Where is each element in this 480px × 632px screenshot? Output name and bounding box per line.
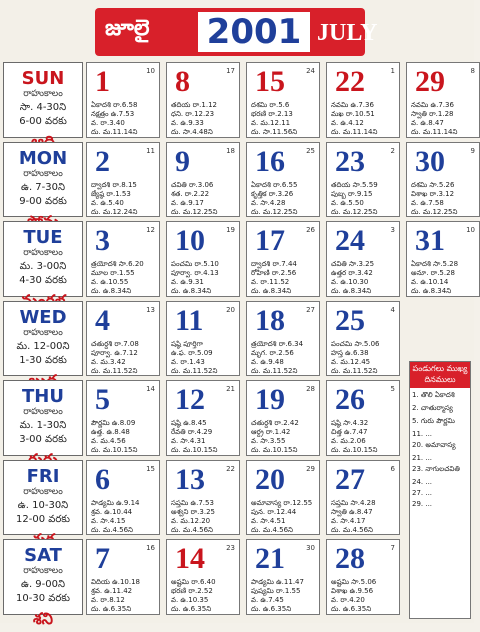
lunar-date: 23: [226, 544, 235, 552]
panchang-line: దు. మ.12.25ని: [331, 207, 378, 216]
date-number: 5: [95, 383, 110, 416]
panchang-line: దు. మ.4.56ని: [251, 525, 293, 534]
panchang-line: అష్టమి సా.5.06: [331, 578, 377, 586]
date-number: 18: [255, 303, 285, 337]
panchang-line: దు. మ.11.14ని: [411, 128, 458, 136]
date-cell-18: [246, 301, 320, 377]
lunar-date: 21: [226, 385, 235, 393]
panchang-line: పున. రా.12.44: [251, 507, 297, 516]
rahu-time-end: 1-30 వరకు: [19, 354, 67, 366]
date-cell-1: [86, 62, 160, 138]
date-cell-8: [166, 62, 240, 138]
panchang-line: షష్ఠి పూర్తిగా: [171, 339, 203, 348]
date-number: 31: [415, 224, 445, 257]
date-number: 15: [255, 65, 285, 98]
panchang-line: దు. ఉ.6.35ని: [171, 605, 212, 613]
panchang-line: వ. రా.1.43: [171, 357, 205, 366]
panchang-line: దు. సా.4.48ని: [171, 128, 213, 136]
panchang-line: దు. మ.11.52ని: [171, 366, 218, 375]
panchang-line: దు. మ.12.24ని: [91, 207, 138, 216]
panchang-line: వ. ఉ.10.14: [411, 278, 449, 286]
lunar-date: 28: [306, 385, 315, 393]
date-number: 9: [175, 144, 190, 178]
lunar-date: 10: [466, 226, 475, 234]
festival-list: [410, 391, 470, 508]
panchang-line: వ. ఉ.9.48: [251, 357, 284, 366]
date-number: 7: [95, 542, 110, 575]
lunar-date: 3: [390, 226, 395, 234]
lunar-date: 27: [306, 305, 315, 314]
day-name: MON: [18, 147, 68, 169]
panchang-line: దు. సా.11.56ని: [251, 128, 298, 136]
lunar-date: 29: [306, 464, 315, 473]
panchang-line: వ. ఉ.7.58: [411, 198, 444, 207]
panchang-line: దశమి రా.5.6: [251, 101, 290, 109]
panchang-line: మఖ రా.10.51: [331, 110, 375, 118]
day-telugu: శని: [32, 609, 54, 628]
festival-item: 2. చాతుర్మాస్య: [412, 404, 453, 412]
date-cell-3: [86, 221, 160, 297]
date-cell-24: [326, 221, 400, 297]
panchang-line: ఏకాదశి సా.5.28: [411, 260, 459, 268]
panchang-line: దు. మ.10.15ని: [91, 446, 138, 454]
lunar-date: 26: [306, 226, 315, 234]
panchang-line: హస్త ఉ.6.38: [331, 348, 369, 357]
date-cell-29: [406, 62, 480, 138]
panchang-line: మూల రా.1.55: [91, 269, 135, 277]
date-number: 13: [175, 462, 205, 496]
panchang-line: స్వాతి రా.1.28: [411, 110, 454, 118]
panchang-line: భరణి రా.2.52: [171, 587, 213, 595]
panchang-line: దు. ఉ.8.34ని: [411, 287, 452, 295]
panchang-line: దు. మ.12.25ని: [251, 207, 298, 216]
panchang-line: సప్తమి సా.4.28: [331, 498, 376, 507]
panchang-line: పంచమి రా.5.10: [171, 260, 219, 268]
day-box-wed: [3, 301, 83, 377]
panchang-line: ధని. రా.12.23: [171, 110, 215, 118]
date-number: 21: [255, 542, 285, 575]
date-number: 12: [175, 383, 205, 416]
rahu-time-start: ఉ. 10-30ని: [17, 499, 69, 511]
panchang-line: ద్వాదశి రా.7.44: [251, 260, 297, 268]
year: 2001: [198, 12, 310, 52]
date-cell-10: [166, 221, 240, 297]
panchang-line: వ. ఉ.4.12: [331, 119, 364, 127]
lunar-date: 30: [306, 544, 315, 552]
lunar-date: 4: [390, 305, 395, 314]
panchang-line: వ. ఉ.10.35: [171, 596, 209, 604]
panchang-line: పౌర్ణమి ఉ.8.09: [91, 419, 136, 427]
panchang-line: మృగ. రా.2.56: [251, 348, 294, 357]
panchang-line: నవమి ఉ.7.36: [411, 101, 454, 109]
rahu-label: రాహుకాలం: [23, 248, 63, 258]
lunar-date: 11: [146, 146, 155, 155]
day-box-mon: [3, 142, 83, 218]
lunar-date: 25: [306, 146, 315, 155]
panchang-line: దు. మ.4.56ని: [91, 525, 133, 534]
rahu-time-end: 10-30 వరకు: [16, 593, 70, 604]
rahu-time-end: 3-00 వరకు: [19, 434, 67, 445]
panchang-line: వ. మ.12.20: [171, 516, 211, 525]
rahu-label: రాహుకాలం: [23, 168, 63, 179]
date-cell-6: [86, 460, 160, 536]
telugu-month: జూలై: [105, 16, 150, 41]
date-cell-5: [86, 380, 160, 456]
lunar-date: 16: [146, 544, 155, 552]
date-cell-19: [246, 380, 320, 456]
date-number: 26: [335, 383, 365, 416]
rahu-label: రాహుకాలం: [23, 327, 63, 338]
rahu-time-start: ఉ. 9-00ని: [20, 579, 66, 590]
festival-item: 23. నాగులచవితి: [412, 465, 460, 473]
panchang-line: దు. ఉ.8.34ని: [331, 287, 372, 295]
rahu-label: రాహుకాలం: [23, 407, 63, 417]
lunar-date: 19: [226, 226, 235, 234]
panchang-line: విశాఖ రా.3.12: [411, 189, 455, 198]
panchang-line: వ. ఉ.8.47: [411, 119, 444, 127]
lunar-date: 2: [390, 146, 395, 155]
panchang-line: దు. మ.10.15ని: [251, 446, 298, 454]
date-number: 4: [95, 303, 110, 337]
festival-header: పండుగలు ముఖ్య దినములు: [410, 362, 470, 388]
rahu-time-start: మ. 3-00ని: [19, 261, 67, 272]
festival-item: 11. ...: [412, 430, 433, 438]
panchang-line: పుష్యమి రా.1.55: [251, 587, 301, 595]
panchang-line: వ. ఉ.9.33: [171, 119, 204, 127]
panchang-line: దు. ఉ.6.35ని: [331, 605, 372, 613]
panchang-line: ఉ.ఫ. రా.5.09: [171, 348, 213, 357]
date-cell-14: [166, 539, 240, 615]
date-cell-12: [166, 380, 240, 456]
panchang-line: పుబ్బ రా.9.15: [331, 189, 373, 198]
date-number: 10: [175, 224, 205, 257]
panchang-line: దు. మ.10.15ని: [331, 446, 378, 454]
panchang-line: పూర్వా. రా.4.13: [171, 269, 219, 277]
panchang-line: ఉత్తర రా.3.42: [331, 269, 373, 277]
panchang-line: చవితి రా.3.06: [171, 180, 214, 189]
festival-item: 29. ...: [412, 500, 433, 508]
panchang-line: వ. రా.11.52: [251, 278, 290, 286]
date-number: 6: [95, 462, 110, 496]
date-number: 29: [415, 65, 445, 98]
panchang-line: దు. మ.11.14ని: [91, 128, 138, 136]
panchang-line: పూర్వా. ఉ.7.12: [91, 348, 138, 357]
panchang-line: అశ్వని రా.3.25: [171, 507, 215, 516]
festival-item: 21. ...: [412, 454, 433, 462]
panchang-line: దు. మ.11.14ని: [331, 128, 378, 136]
lunar-date: 20: [226, 305, 235, 314]
date-number: 8: [175, 65, 190, 98]
panchang-line: శ్రవ. ఉ.10.44: [91, 507, 133, 516]
date-cell-7: [86, 539, 160, 615]
panchang-line: వ. ఉ.9.17: [171, 198, 204, 207]
panchang-line: ఉత్త. ఉ.8.48: [91, 428, 130, 436]
lunar-date: 5: [390, 385, 395, 393]
date-cell-25: [326, 301, 400, 377]
panchang-line: వ. సా.3.55: [251, 437, 286, 445]
panchang-line: భరణి రా.2.13: [251, 110, 293, 118]
festival-item: 27. ...: [412, 489, 433, 497]
panchang-line: జ్యేష్ఠ రా.1.53: [91, 189, 131, 198]
lunar-date: 1: [390, 67, 395, 75]
date-number: 30: [415, 144, 445, 178]
date-cell-16: [246, 142, 320, 218]
date-number: 20: [255, 462, 285, 496]
date-number: 24: [335, 224, 365, 257]
panchang-line: అమావాస్య రా.12.55: [251, 498, 313, 507]
rahu-label: రాహుకాలం: [23, 566, 63, 576]
panchang-line: దు. మ.4.56ని: [171, 525, 213, 534]
panchang-line: దు. ఉ.8.34ని: [251, 287, 292, 295]
panchang-line: రేవతి రా.4.29: [171, 428, 213, 436]
panchang-line: వ. ఉ.7.45: [251, 596, 284, 604]
date-cell-13: [166, 460, 240, 536]
date-cell-4: [86, 301, 160, 377]
panchang-line: దు. మ.12.25ని: [411, 207, 458, 216]
panchang-line: దశమి సా.5.26: [411, 180, 455, 189]
panchang-line: చవితి సా.3.25: [331, 260, 375, 268]
day-box-sat: [3, 539, 83, 628]
date-number: 3: [95, 224, 110, 257]
lunar-date: 12: [146, 226, 155, 234]
panchang-line: నవమి ఉ.7.36: [331, 101, 374, 109]
panchang-line: విశాఖ ఉ.9.56: [331, 587, 374, 595]
panchang-line: చిత్త ఉ.7.47: [331, 428, 368, 436]
panchang-line: కృత్తిక రా.3.26: [251, 189, 294, 198]
date-number: 25: [335, 303, 365, 337]
english-month: JULY: [317, 20, 378, 46]
festival-item: 24. ...: [412, 478, 433, 486]
date-number: 11: [175, 303, 204, 337]
day-name: SAT: [24, 545, 62, 566]
rahu-time-end: 9-00 వరకు: [19, 195, 67, 207]
day-box-thu: [3, 380, 83, 456]
panchang-line: వ. ఉ.10.55: [91, 278, 129, 286]
rahu-time-start: మ. 12-00ని: [16, 340, 70, 352]
calendar-header: [95, 8, 378, 56]
date-cell-26: [326, 380, 400, 456]
date-cell-28: [326, 539, 400, 615]
lunar-date: 9: [470, 146, 475, 155]
day-box-sun: [3, 62, 83, 138]
panchang-line: సప్తమి ఉ.7.53: [171, 498, 214, 507]
panchang-line: వ. మ.4.56: [91, 437, 126, 445]
lunar-date: 10: [146, 67, 155, 75]
panchang-line: తదియ రా.1.12: [171, 101, 217, 109]
date-cell-9: [166, 142, 240, 218]
panchang-line: దు. ఉ.6.35ని: [251, 605, 292, 613]
date-number: 28: [335, 542, 365, 575]
panchang-line: స్వాతి ఉ.8.47: [331, 507, 373, 516]
panchang-line: దు. మ.12.25ని: [171, 207, 218, 216]
panchang-line: త్రయోదశి సా.6.20: [91, 260, 144, 268]
panchang-line: చతుర్దశి రా.2.42: [251, 419, 299, 427]
lunar-date: 17: [226, 67, 235, 75]
date-cell-17: [246, 221, 320, 297]
day-name: SUN: [21, 68, 65, 89]
panchang-line: చతుర్దశి రా.7.08: [91, 339, 139, 348]
lunar-date: 18: [226, 146, 235, 155]
rahu-label: రాహుకాలం: [23, 89, 63, 99]
panchang-line: వ. రా.8.12: [91, 596, 125, 604]
panchang-line: వ. సా.4.15: [91, 516, 126, 525]
panchang-line: పాడ్యమి ఉ.9.14: [91, 498, 140, 507]
panchang-line: దు. ఉ.8.34ని: [91, 287, 132, 295]
panchang-line: పాడ్యమి ఉ.11.47: [251, 578, 304, 586]
day-name: TUE: [23, 227, 63, 248]
panchang-line: షష్ఠి సా.4.32: [331, 419, 369, 427]
panchang-line: దు. మ.10.15ని: [171, 446, 218, 454]
date-number: 23: [335, 144, 365, 178]
date-cell-27: [326, 460, 400, 536]
festival-item: 5. గురు పౌర్ణమి: [412, 417, 455, 425]
panchang-line: త్రయోదశి రా.6.34: [251, 339, 304, 348]
panchang-line: దు. మ.11.52ని: [251, 366, 298, 375]
panchang-line: వ. రా.4.20: [331, 596, 365, 604]
lunar-date: 7: [390, 544, 395, 552]
day-name: THU: [22, 386, 64, 407]
panchang-line: వ. మ.12.11: [251, 119, 291, 127]
date-cell-20: [246, 460, 320, 536]
panchang-line: దు. ఉ.8.34ని: [171, 287, 212, 295]
date-number: 22: [335, 65, 365, 98]
date-number: 1: [95, 65, 110, 98]
panchang-line: వ. మ.2.06: [331, 437, 366, 445]
festival-panel: [409, 361, 471, 619]
date-number: 19: [255, 383, 285, 416]
date-cell-23: [326, 142, 400, 218]
date-number: 27: [335, 462, 365, 496]
panchang-line: రోహిణి రా.2.56: [251, 269, 297, 277]
panchang-line: అష్టమి రా.6.40: [171, 578, 216, 586]
rahu-time-start: ఉ. 7-30ని: [20, 181, 66, 193]
panchang-line: ఏకాదశి రా.6.55: [251, 180, 298, 189]
panchang-line: వ. సా.4.31: [171, 437, 206, 445]
day-box-fri: [3, 460, 83, 536]
date-cell-2: [86, 142, 160, 218]
panchang-line: శత. రా.2.22: [171, 189, 210, 198]
panchang-line: విదియ ఉ.10.18: [91, 578, 140, 586]
day-name: FRI: [26, 465, 60, 487]
lunar-date: 13: [146, 305, 155, 314]
panchang-line: నక్షత్రం ఉ.7.53: [91, 110, 135, 118]
festival-item: 20. అమావాస్య: [412, 441, 456, 449]
panchang-line: ఆర్ద్ర రా.1.42: [251, 428, 291, 436]
panchang-line: వ. సా.4.28: [251, 198, 286, 207]
panchang-line: వ. సా.4.17: [331, 516, 366, 525]
panchang-line: వ. రా.3.40: [91, 119, 125, 127]
date-number: 16: [255, 144, 285, 178]
panchang-line: శ్రవ. ఉ.11.42: [91, 587, 133, 595]
day-name: WED: [19, 306, 67, 328]
panchang-line: ఏకాదశి రా.6.58: [91, 101, 138, 109]
panchang-line: దు. మ.4.56ని: [331, 525, 373, 534]
date-cell-31: [406, 221, 480, 297]
rahu-time-end: 12-00 వరకు: [16, 513, 70, 525]
panchang-line: వ. సా.4.51: [251, 516, 286, 525]
date-number: 2: [95, 144, 110, 178]
date-cell-11: [166, 301, 240, 377]
calendar-grid: [3, 62, 475, 628]
date-cell-30: [406, 142, 480, 218]
lunar-date: 6: [390, 464, 395, 473]
lunar-date: 22: [226, 464, 235, 473]
date-cell-22: [326, 62, 400, 138]
panchang-line: దు. ఉ.6.35ని: [91, 605, 132, 613]
panchang-line: వ. మ.12.45: [331, 357, 371, 366]
date-number: 14: [175, 542, 205, 575]
rahu-time-start: సా. 4-30ని: [19, 102, 67, 113]
date-cell-15: [246, 62, 320, 138]
date-cell-21: [246, 539, 320, 615]
rahu-time-start: మ. 1-30ని: [19, 420, 67, 431]
panchang-line: దు. మ.11.52ని: [331, 366, 378, 375]
panchang-line: దు. మ.11.52ని: [91, 366, 138, 375]
festival-item: 1. తొలి ఏకాదశి: [412, 391, 455, 399]
date-number: 17: [255, 224, 285, 257]
panchang-line: పంచమి సా.5.06: [331, 339, 380, 348]
panchang-line: వ. ఉ.5.40: [91, 198, 124, 207]
panchang-line: అనూ. రా.5.28: [411, 269, 456, 277]
lunar-date: 14: [146, 385, 155, 393]
panchang-line: తదియ సా.5.59: [331, 180, 378, 189]
panchang-line: వ. ఉ.9.31: [171, 278, 204, 286]
panchang-line: షష్ఠి ఉ.8.45: [171, 419, 207, 427]
lunar-date: 15: [146, 464, 155, 473]
lunar-date: 8: [470, 67, 475, 75]
panchang-line: వ. మ.3.42: [91, 357, 126, 366]
panchang-line: వ. ఉ.5.50: [331, 198, 364, 207]
panchang-line: వ. ఉ.10.30: [331, 278, 369, 286]
rahu-time-end: 6-00 వరకు: [19, 116, 67, 127]
day-box-tue: [3, 221, 83, 297]
lunar-date: 24: [306, 67, 315, 75]
rahu-time-end: 4-30 వరకు: [19, 275, 67, 286]
panchang-line: ద్వాదశి రా.8.15: [91, 180, 137, 189]
rahu-label: రాహుకాలం: [23, 486, 63, 497]
